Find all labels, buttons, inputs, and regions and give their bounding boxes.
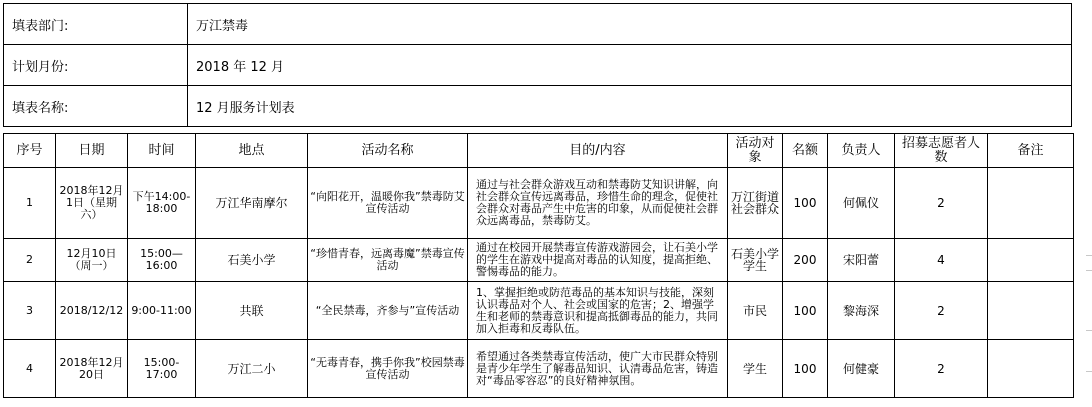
cell-date[interactable]: 2018年12月1日（星期六）	[56, 168, 128, 239]
col-header-purpose: 目的/内容	[468, 134, 728, 168]
month-value[interactable]: 2018 年 12 月	[188, 45, 1072, 86]
cell-place[interactable]: 万江二小	[196, 340, 308, 398]
col-header-place: 地点	[196, 134, 308, 168]
col-header-time: 时间	[128, 134, 196, 168]
col-header-leader: 负责人	[828, 134, 895, 168]
cell-target[interactable]: 学生	[728, 340, 783, 398]
page-edge-marker	[1086, 330, 1092, 331]
cell-place[interactable]: 共联	[196, 282, 308, 340]
cell-target[interactable]: 市民	[728, 282, 783, 340]
cell-activity[interactable]: “向阳花开，温暖你我”禁毒防艾宣传活动	[308, 168, 468, 239]
col-header-no: 序号	[4, 134, 56, 168]
cell-leader[interactable]: 何健豪	[828, 340, 895, 398]
cell-quota[interactable]: 100	[783, 282, 828, 340]
cell-volunteers[interactable]: 4	[895, 239, 988, 282]
dept-label: 填表部门:	[4, 4, 188, 45]
cell-no[interactable]: 3	[4, 282, 56, 340]
cell-quota[interactable]: 100	[783, 168, 828, 239]
cell-activity[interactable]: “珍惜青春，远离毒魔”禁毒宣传活动	[308, 239, 468, 282]
cell-quota[interactable]: 200	[783, 239, 828, 282]
form-name-label: 填表名称:	[4, 86, 188, 127]
col-header-remark: 备注	[988, 134, 1074, 168]
page-edge-marker	[1086, 255, 1092, 256]
table-row	[4, 239, 1074, 282]
form-name-row	[4, 86, 1072, 127]
cell-remark[interactable]	[988, 340, 1074, 398]
cell-volunteers[interactable]: 2	[895, 168, 988, 239]
cell-purpose[interactable]: 希望通过各类禁毒宣传活动，使广大市民群众特别是青少年学生了解毒品知识、认清毒品危害，铸造对“毒品零容忍”的良好精神氛围。	[468, 340, 728, 398]
cell-no[interactable]: 1	[4, 168, 56, 239]
cell-place[interactable]: 万江华南摩尔	[196, 168, 308, 239]
cell-date[interactable]: 2018年12月20日	[56, 340, 128, 398]
service-plan-table	[3, 133, 1074, 398]
form-name-value[interactable]: 12 月服务计划表	[188, 86, 1072, 127]
cell-remark[interactable]	[988, 239, 1074, 282]
table-row	[4, 282, 1074, 340]
cell-purpose[interactable]: 1、掌握拒绝或防范毒品的基本知识与技能，深刻认识毒品对个人、社会或国家的危害；2、增强学生和老师的禁毒意识和提高抵御毒品的能力，共同加入拒毒和反毒队伍。	[468, 282, 728, 340]
col-header-target: 活动对象	[728, 134, 783, 168]
cell-remark[interactable]	[988, 282, 1074, 340]
col-header-activity: 活动名称	[308, 134, 468, 168]
cell-leader[interactable]: 何佩仪	[828, 168, 895, 239]
dept-row	[4, 4, 1072, 45]
cell-remark[interactable]	[988, 168, 1074, 239]
cell-volunteers[interactable]: 2	[895, 340, 988, 398]
cell-volunteers[interactable]: 2	[895, 282, 988, 340]
cell-leader[interactable]: 宋阳蕾	[828, 239, 895, 282]
table-header-row	[4, 134, 1074, 168]
cell-place[interactable]: 石美小学	[196, 239, 308, 282]
cell-activity[interactable]: “全民禁毒，齐参与”宣传活动	[308, 282, 468, 340]
cell-date[interactable]: 2018/12/12	[56, 282, 128, 340]
cell-activity[interactable]: “无毒青春，携手你我”校园禁毒宣传活动	[308, 340, 468, 398]
cell-quota[interactable]: 100	[783, 340, 828, 398]
cell-target[interactable]: 石美小学学生	[728, 239, 783, 282]
cell-leader[interactable]: 黎海深	[828, 282, 895, 340]
cell-purpose[interactable]: 通过在校园开展禁毒宣传游戏游园会，让石美小学的学生在游戏中提高对毒品的认知度，提高拒绝、警惕毒品的能力。	[468, 239, 728, 282]
dept-value[interactable]: 万江禁毒	[188, 4, 1072, 45]
table-row	[4, 340, 1074, 398]
cell-time[interactable]: 9:00-11:00	[128, 282, 196, 340]
cell-time[interactable]: 下午14:00-18:00	[128, 168, 196, 239]
col-header-volunteers: 招募志愿者人数	[895, 134, 988, 168]
page-edge-marker	[1086, 270, 1092, 271]
cell-time[interactable]: 15:00-17:00	[128, 340, 196, 398]
month-row	[4, 45, 1072, 86]
form-info-table	[3, 3, 1072, 127]
page-edge-marker	[1086, 371, 1092, 372]
cell-target[interactable]: 万江街道社会群众	[728, 168, 783, 239]
table-row	[4, 168, 1074, 239]
col-header-date: 日期	[56, 134, 128, 168]
cell-date[interactable]: 12月10日（周一）	[56, 239, 128, 282]
month-label: 计划月份:	[4, 45, 188, 86]
cell-no[interactable]: 2	[4, 239, 56, 282]
cell-purpose[interactable]: 通过与社会群众游戏互动和禁毒防艾知识讲解，向社会群众宣传远离毒品，珍惜生命的理念，促使社会群众对毒品产生中危害的印象，从而促使社会群众远离毒品，禁毒防艾。	[468, 168, 728, 239]
col-header-quota: 名额	[783, 134, 828, 168]
cell-no[interactable]: 4	[4, 340, 56, 398]
cell-time[interactable]: 15:00—16:00	[128, 239, 196, 282]
